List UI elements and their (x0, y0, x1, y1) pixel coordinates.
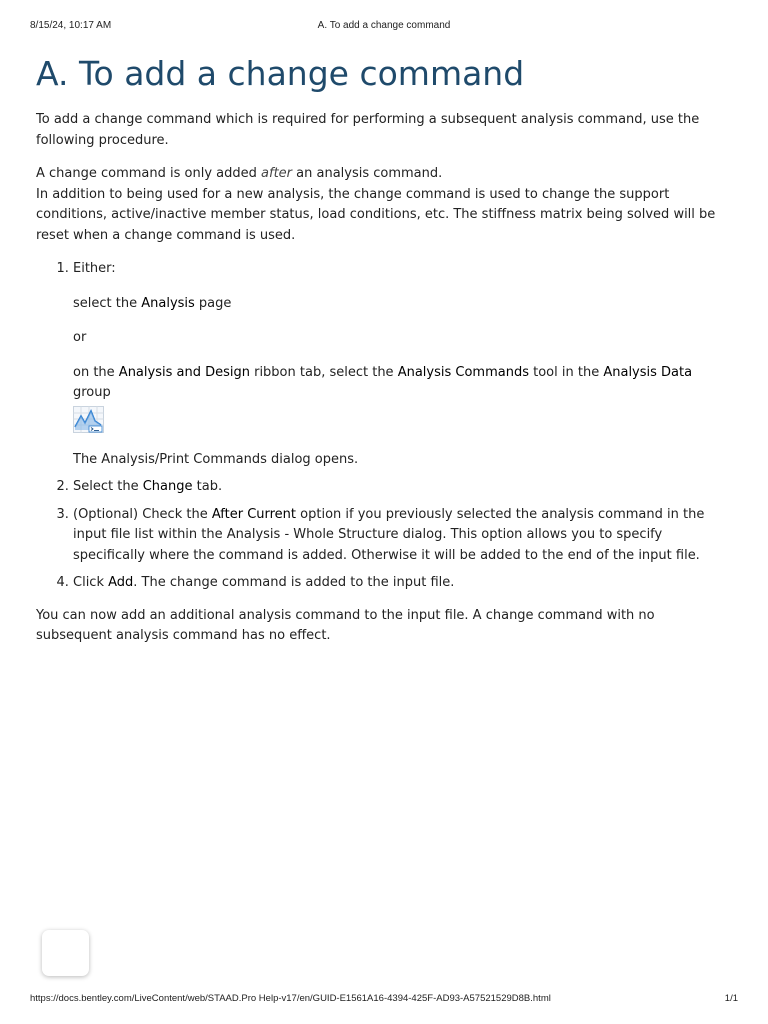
step-2-pre: Select the (73, 479, 143, 494)
note-text-after: an analysis command. (292, 166, 443, 181)
step-1-opt2-pre: on the (73, 364, 119, 380)
step-1-opt1-post: page (194, 295, 232, 311)
step-3-pre: (Optional) Check the (73, 506, 212, 522)
print-url: https://docs.bentley.com/LiveContent/web/STAAD.Pro Help-v17/en/GUID-E1561A16-4394-425F-AD93-A57521529D8B.html (30, 993, 551, 1004)
topic-content (36, 52, 726, 660)
ui-change-tab: Change (142, 479, 193, 494)
print-header (30, 20, 738, 34)
step-4 (73, 573, 726, 594)
step-2 (73, 477, 726, 498)
step-1-option-1 (73, 294, 726, 315)
intro-paragraph: To add a change command which is required for performing a subsequent analysis command, use the following procedure. (36, 112, 700, 148)
ui-analysis-commands-tool: Analysis Commands (397, 364, 529, 380)
ui-after-current-option: After Current (211, 506, 297, 522)
step-1-icon-row (73, 404, 726, 434)
page-title: A. To add a change command (36, 54, 525, 93)
step-4-post: . The change command is added to the input file. (133, 575, 455, 590)
step-1-option-2 (73, 363, 726, 404)
step-1-opt1-pre: select the (73, 295, 142, 311)
step-1-or: or (73, 330, 87, 345)
print-page-number: 1/1 (724, 993, 738, 1004)
analysis-commands-icon (73, 406, 104, 433)
step-1-opt2-mid2: tool in the (529, 364, 604, 380)
ui-analysis-and-design-tab: Analysis and Design (118, 364, 250, 380)
note-paragraph (36, 164, 726, 246)
note-text-before: A change command is only added (36, 166, 262, 181)
note-emphasis: after (261, 166, 293, 181)
step-1-result: The Analysis/Print Commands dialog opens. (73, 451, 359, 467)
closing-paragraph: You can now add an additional analysis command to the input file. A change command with no subsequent analysis command has no effect. (36, 607, 655, 643)
step-3-post: option if you previously selected the analysis command in the input file list within the Analysis - Whole Structure dialog. This option allows you to specify specifically where the command is added. Otherwise it will be added to the end of the input file. (73, 506, 705, 563)
step-1-opt2-mid1: ribbon tab, select the (249, 364, 398, 380)
note-line-2: In addition to being used for a new analysis, the change command is used to change the support conditions, active/inactive member status, load conditions, etc. The stiffness matrix being solved will be reset when a change command is used. (36, 186, 716, 243)
ui-analysis-page: Analysis (141, 295, 195, 311)
step-3 (73, 505, 726, 567)
step-1 (73, 259, 726, 470)
procedure-steps (36, 259, 726, 594)
ui-analysis-data-group: Analysis Data (603, 364, 693, 380)
print-title: A. To add a change command (317, 20, 451, 31)
chat-widget-button[interactable] (42, 930, 89, 976)
print-datetime: 8/15/24, 10:17 AM (30, 20, 112, 31)
ui-add-button: Add (108, 575, 134, 590)
step-2-post: tab. (192, 479, 223, 494)
step-1-opt2-post: group (73, 385, 111, 400)
step-1-either: 1. Either: (73, 261, 116, 276)
step-4-pre: Click (73, 575, 109, 590)
